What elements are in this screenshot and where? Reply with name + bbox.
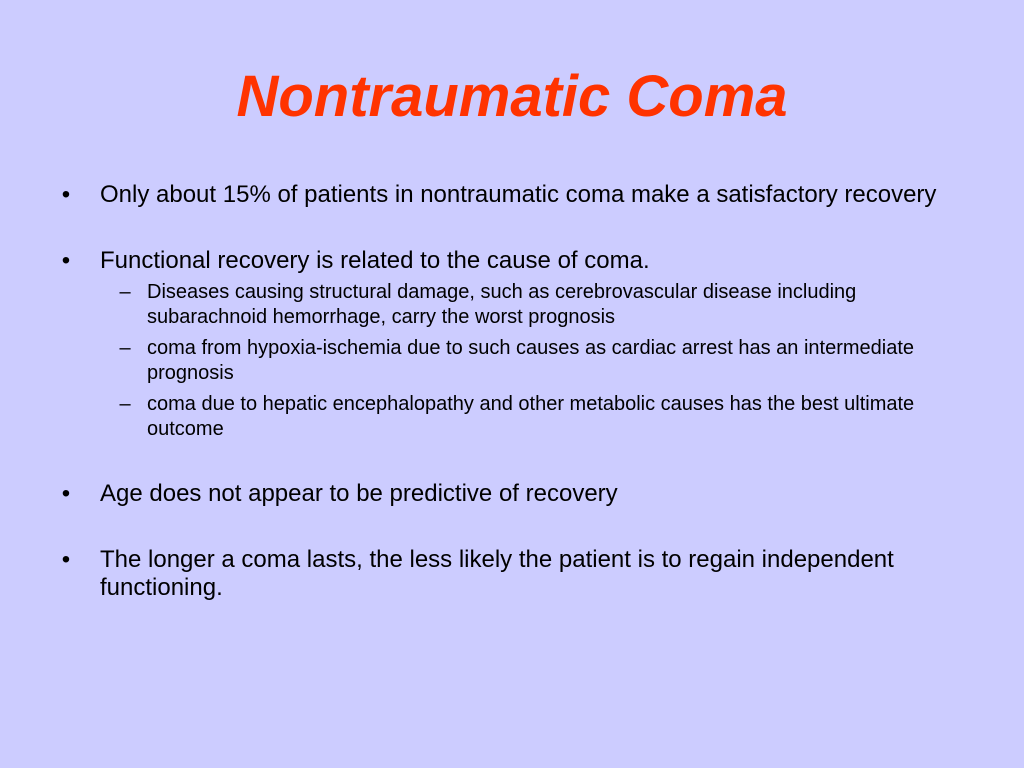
bullet-text: The longer a coma lasts, the less likely the patient is to regain independent functioning. — [100, 546, 894, 601]
bullet-item — [56, 247, 956, 442]
bullet-text: Age does not appear to be predictive of recovery — [100, 480, 618, 507]
sub-text: coma from hypoxia-ischemia due to such causes as cardiac arrest has an intermediate prognosis — [147, 337, 915, 384]
sub-text: coma due to hepatic encephalopathy and other metabolic causes has the best ultimate outcome — [147, 393, 915, 440]
bullet-marker: • — [61, 181, 71, 208]
sub-text: Diseases causing structural damage, such as cerebrovascular disease including subarachnoid hemorrhage, carry the worst prognosis — [147, 281, 857, 328]
sub-marker: – — [119, 393, 131, 415]
bullet-item — [56, 480, 956, 508]
sub-item — [102, 336, 956, 386]
bullet-marker: • — [61, 546, 71, 573]
bullet-marker: • — [61, 480, 71, 507]
slide-title: Nontraumatic Coma — [236, 64, 788, 129]
sub-marker: – — [119, 281, 131, 303]
sub-item — [102, 280, 956, 330]
bullet-item — [56, 546, 956, 602]
bullet-text: Functional recovery is related to the cause of coma. — [100, 247, 650, 274]
sub-item — [102, 392, 956, 442]
bullet-item — [56, 181, 956, 209]
sub-list — [102, 280, 956, 442]
bullet-marker: • — [61, 247, 71, 274]
slide-content — [56, 181, 956, 602]
sub-marker: – — [119, 337, 131, 359]
bullet-text: Only about 15% of patients in nontraumatic coma make a satisfactory recovery — [100, 181, 937, 208]
